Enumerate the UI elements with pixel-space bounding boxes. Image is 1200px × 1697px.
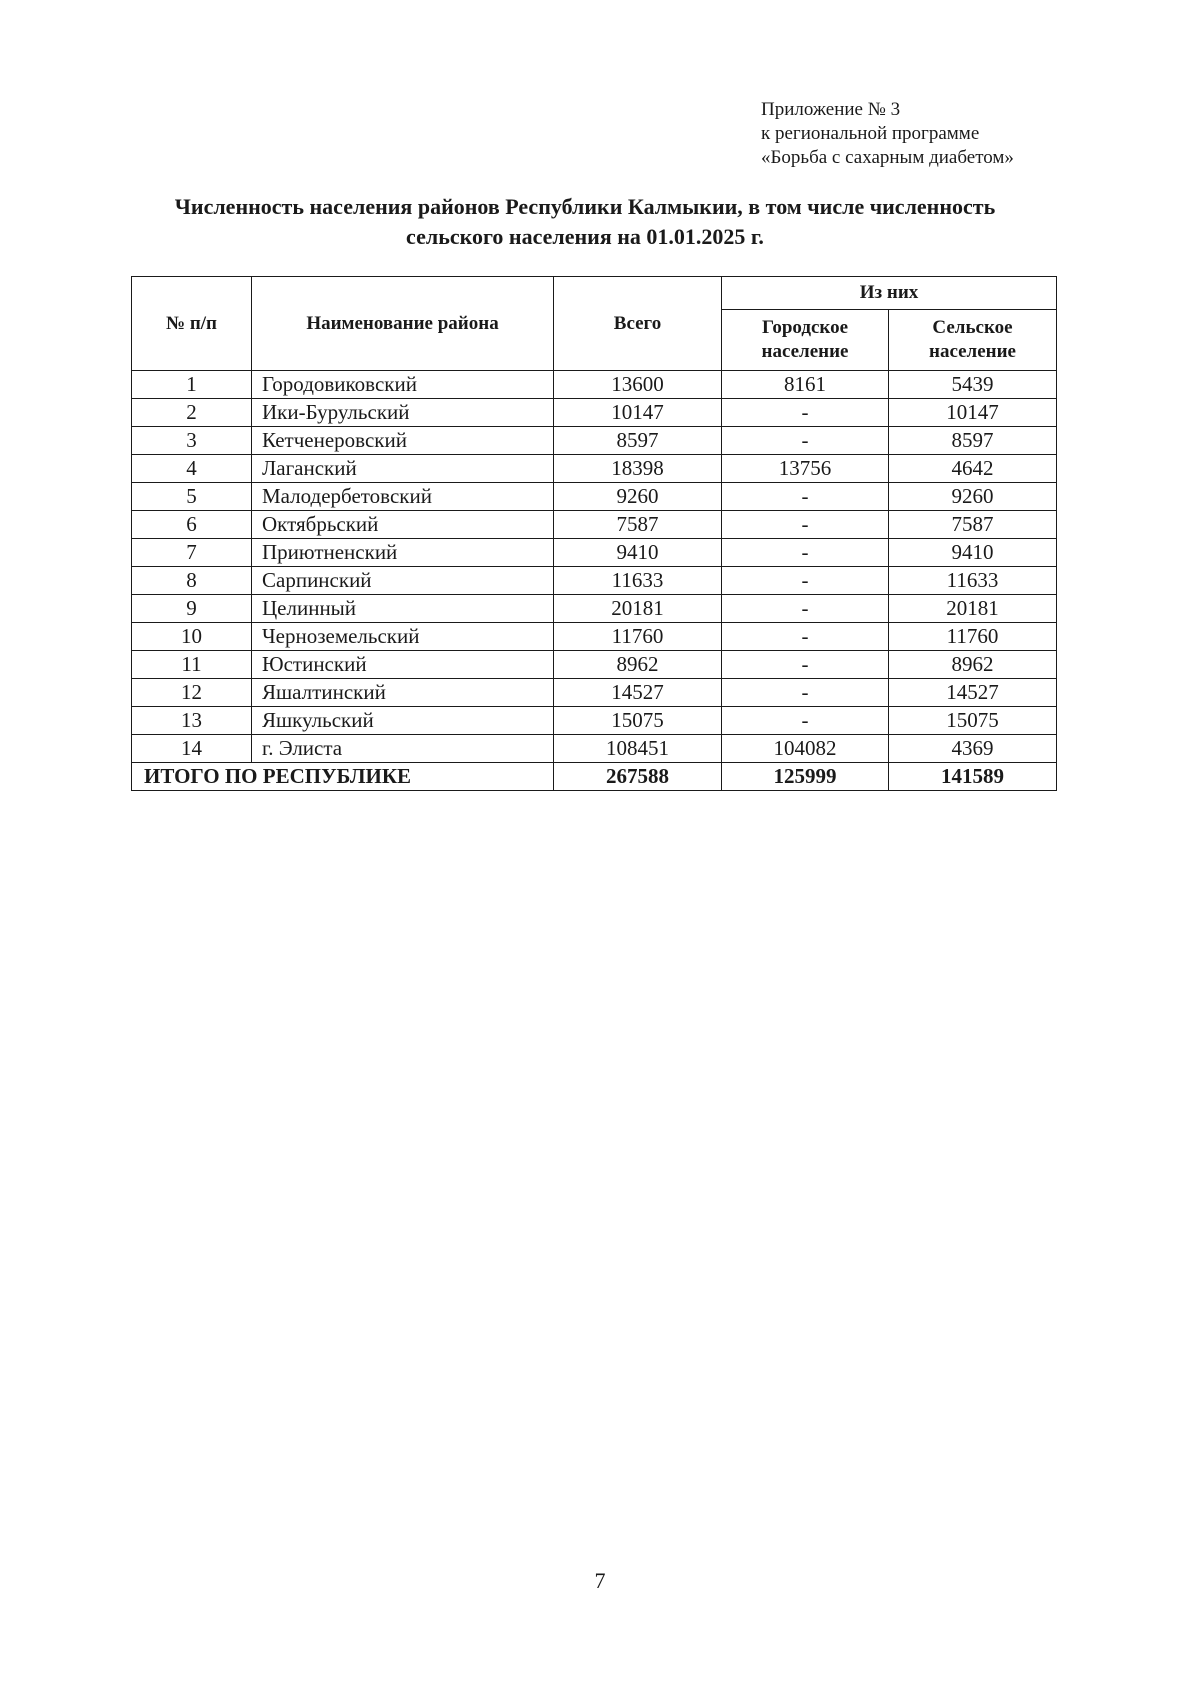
table-row bbox=[132, 567, 1057, 595]
row-total: 14527 bbox=[554, 679, 722, 707]
row-urban: 13756 bbox=[722, 455, 889, 483]
row-urban: - bbox=[722, 399, 889, 427]
row-district-name: Малодербетовский bbox=[252, 483, 554, 511]
row-total: 20181 bbox=[554, 595, 722, 623]
row-district-name: Яшалтинский bbox=[252, 679, 554, 707]
row-num: 3 bbox=[132, 427, 252, 455]
row-district-name: Черноземельский bbox=[252, 623, 554, 651]
annex-line-3: «Борьба с сахарным диабетом» bbox=[761, 147, 1014, 168]
row-rural: 7587 bbox=[889, 511, 1057, 539]
row-district-name: Целинный bbox=[252, 595, 554, 623]
row-total: 11633 bbox=[554, 567, 722, 595]
row-total: 9260 bbox=[554, 483, 722, 511]
total-row bbox=[132, 763, 1057, 791]
row-urban: 8161 bbox=[722, 371, 889, 399]
table-row bbox=[132, 483, 1057, 511]
row-district-name: г. Элиста bbox=[252, 735, 554, 763]
row-urban: - bbox=[722, 707, 889, 735]
row-rural: 9410 bbox=[889, 539, 1057, 567]
row-rural: 15075 bbox=[889, 707, 1057, 735]
table-row bbox=[132, 679, 1057, 707]
row-rural: 14527 bbox=[889, 679, 1057, 707]
row-district-name: Сарпинский bbox=[252, 567, 554, 595]
row-urban: - bbox=[722, 595, 889, 623]
row-total: 9410 bbox=[554, 539, 722, 567]
table-row bbox=[132, 623, 1057, 651]
table-row bbox=[132, 427, 1057, 455]
row-total: 8597 bbox=[554, 427, 722, 455]
row-total: 7587 bbox=[554, 511, 722, 539]
row-district-name: Кетченеровский bbox=[252, 427, 554, 455]
header-num: № п/п bbox=[132, 277, 252, 371]
row-rural: 4642 bbox=[889, 455, 1057, 483]
row-num: 5 bbox=[132, 483, 252, 511]
annex-line-1: Приложение № 3 bbox=[761, 99, 901, 120]
row-urban: - bbox=[722, 623, 889, 651]
row-total: 11760 bbox=[554, 623, 722, 651]
row-urban: - bbox=[722, 483, 889, 511]
row-district-name: Лаганский bbox=[252, 455, 554, 483]
total-all: 267588 bbox=[554, 763, 722, 791]
row-num: 14 bbox=[132, 735, 252, 763]
table-row bbox=[132, 455, 1057, 483]
title-line-2: сельского населения на 01.01.2025 г. bbox=[406, 224, 764, 249]
row-rural: 8962 bbox=[889, 651, 1057, 679]
population-table bbox=[131, 276, 1057, 791]
row-num: 13 bbox=[132, 707, 252, 735]
row-total: 8962 bbox=[554, 651, 722, 679]
row-urban: 104082 bbox=[722, 735, 889, 763]
header-rural: Сельское население bbox=[889, 310, 1057, 371]
annex-line-2: к региональной программе bbox=[761, 123, 980, 144]
page-number: 7 bbox=[594, 1568, 606, 1593]
title-line-1: Численность населения районов Республики Калмыкии, в том числе численность bbox=[174, 194, 996, 219]
header-total: Всего bbox=[554, 277, 722, 371]
row-urban: - bbox=[722, 651, 889, 679]
row-rural: 4369 bbox=[889, 735, 1057, 763]
total-urban: 125999 bbox=[722, 763, 889, 791]
row-district-name: Городовиковский bbox=[252, 371, 554, 399]
row-rural: 9260 bbox=[889, 483, 1057, 511]
total-rural: 141589 bbox=[889, 763, 1057, 791]
row-num: 4 bbox=[132, 455, 252, 483]
row-urban: - bbox=[722, 511, 889, 539]
row-total: 10147 bbox=[554, 399, 722, 427]
table-row bbox=[132, 399, 1057, 427]
row-urban: - bbox=[722, 567, 889, 595]
total-label: ИТОГО ПО РЕСПУБЛИКЕ bbox=[132, 763, 554, 791]
row-total: 13600 bbox=[554, 371, 722, 399]
table-row bbox=[132, 511, 1057, 539]
table-row bbox=[132, 595, 1057, 623]
table-row bbox=[132, 707, 1057, 735]
row-num: 7 bbox=[132, 539, 252, 567]
annex-note bbox=[761, 98, 1081, 170]
row-total: 18398 bbox=[554, 455, 722, 483]
header-urban: Городское население bbox=[722, 310, 889, 371]
row-num: 8 bbox=[132, 567, 252, 595]
table-row bbox=[132, 651, 1057, 679]
document-title bbox=[120, 192, 1050, 252]
row-rural: 8597 bbox=[889, 427, 1057, 455]
row-num: 12 bbox=[132, 679, 252, 707]
row-rural: 10147 bbox=[889, 399, 1057, 427]
table-row bbox=[132, 735, 1057, 763]
header-name: Наименование района bbox=[252, 277, 554, 371]
row-num: 10 bbox=[132, 623, 252, 651]
table-row bbox=[132, 539, 1057, 567]
row-rural: 11633 bbox=[889, 567, 1057, 595]
row-total: 15075 bbox=[554, 707, 722, 735]
row-district-name: Яшкульский bbox=[252, 707, 554, 735]
header-of-them: Из них bbox=[722, 277, 1057, 310]
row-district-name: Приютненский bbox=[252, 539, 554, 567]
row-rural: 5439 bbox=[889, 371, 1057, 399]
row-rural: 11760 bbox=[889, 623, 1057, 651]
row-num: 6 bbox=[132, 511, 252, 539]
row-total: 108451 bbox=[554, 735, 722, 763]
row-urban: - bbox=[722, 427, 889, 455]
row-rural: 20181 bbox=[889, 595, 1057, 623]
row-num: 2 bbox=[132, 399, 252, 427]
row-district-name: Юстинский bbox=[252, 651, 554, 679]
row-num: 1 bbox=[132, 371, 252, 399]
table-row bbox=[132, 371, 1057, 399]
row-num: 11 bbox=[132, 651, 252, 679]
row-num: 9 bbox=[132, 595, 252, 623]
row-district-name: Ики-Бурульский bbox=[252, 399, 554, 427]
row-district-name: Октябрьский bbox=[252, 511, 554, 539]
row-urban: - bbox=[722, 679, 889, 707]
row-urban: - bbox=[722, 539, 889, 567]
